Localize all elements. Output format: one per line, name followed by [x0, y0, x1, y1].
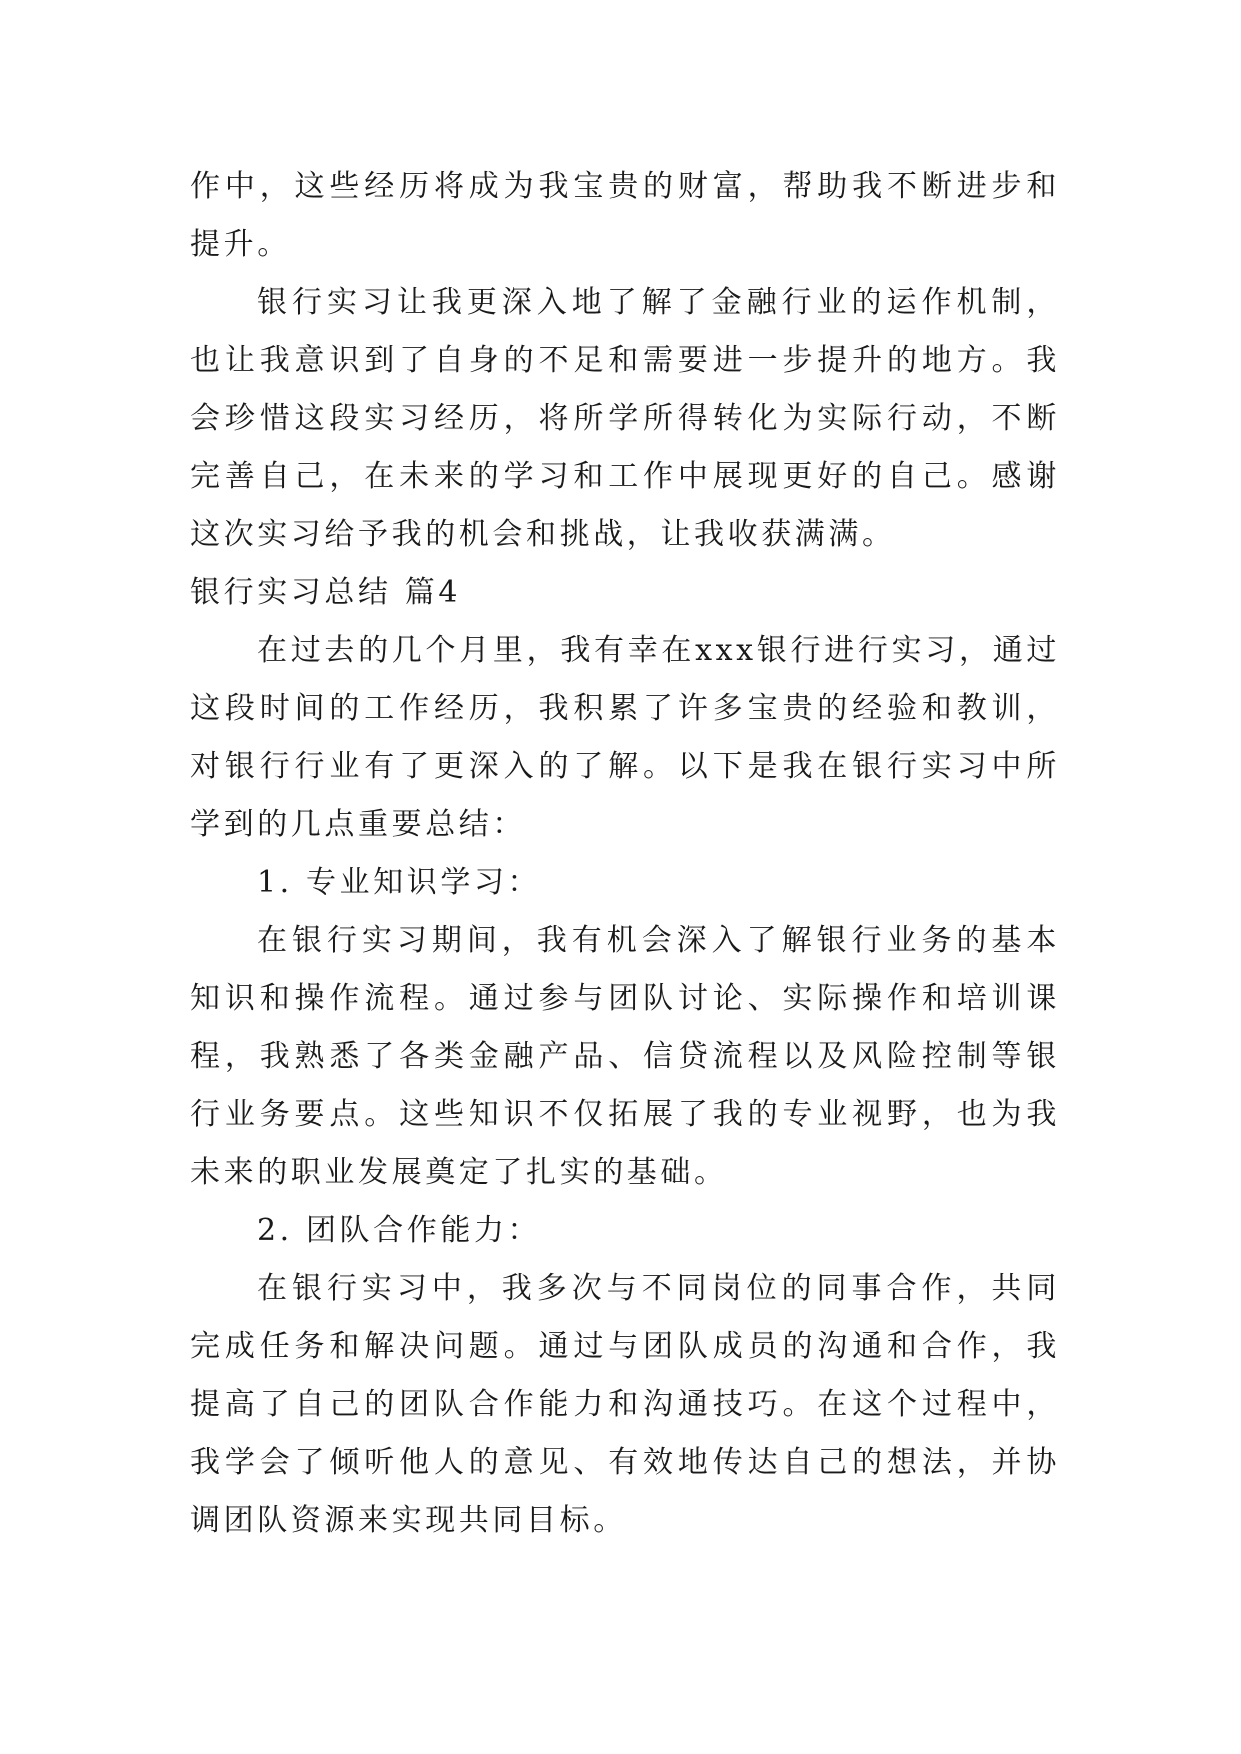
- document-body: [190, 158, 1060, 1550]
- paragraph-continuation: 作中，这些经历将成为我宝贵的财富，帮助我不断进步和提升。: [190, 169, 1060, 262]
- section-heading: 银行实习总结 篇4: [190, 575, 462, 610]
- paragraph-reflection: 银行实习让我更深入地了解了金融行业的运作机制，也让我意识到了自身的不足和需要进一步提升的地方。我会珍惜这段实习经历，将所学所得转化为实际行动，不断完善自己，在未来的学习和工作中展现更好的自己。感谢这次实习给予我的机会和挑战，让我收获满满。: [190, 285, 1060, 552]
- paragraph-professional-knowledge: 在银行实习期间，我有机会深入了解银行业务的基本知识和操作流程。通过参与团队讨论、实际操作和培训课程，我熟悉了各类金融产品、信贷流程以及风险控制等银行业务要点。这些知识不仅拓展了我的专业视野，也为我未来的职业发展奠定了扎实的基础。: [190, 923, 1060, 1190]
- paragraph-teamwork: 在银行实习中，我多次与不同岗位的同事合作，共同完成任务和解决问题。通过与团队成员的沟通和合作，我提高了自己的团队合作能力和沟通技巧。在这个过程中，我学会了倾听他人的意见、有效地传达自己的想法，并协调团队资源来实现共同目标。: [190, 1271, 1060, 1538]
- list-item-heading-1: 1. 专业知识学习：: [257, 865, 542, 900]
- list-item-heading-2: 2. 团队合作能力：: [257, 1213, 542, 1248]
- paragraph-intro: 在过去的几个月里，我有幸在xxx银行进行实习，通过这段时间的工作经历，我积累了许多宝贵的经验和教训，对银行行业有了更深入的了解。以下是我在银行实习中所学到的几点重要总结：: [190, 633, 1060, 842]
